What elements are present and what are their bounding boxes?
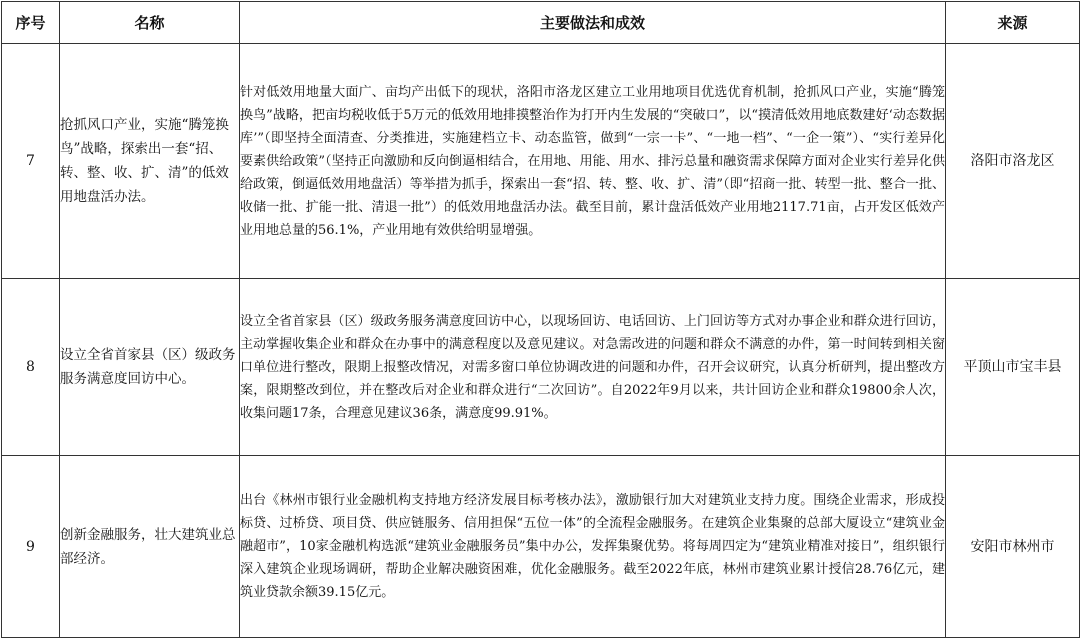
table-row bbox=[2, 456, 1080, 638]
header-row bbox=[2, 2, 1080, 44]
table-row bbox=[2, 44, 1080, 279]
header-source: 来源 bbox=[946, 2, 1080, 44]
row-name: 设立全省首家县（区）级政务服务满意度回访中心。 bbox=[60, 279, 240, 456]
header-name: 名称 bbox=[60, 2, 240, 44]
header-no: 序号 bbox=[2, 2, 60, 44]
policy-table bbox=[1, 1, 1080, 638]
row-measures: 设立全省首家县（区）级政务服务满意度回访中心，以现场回访、电话回访、上门回访等方式对办事企业和群众进行回访，主动掌握收集企业和群众在办事中的满意程度以及意见建议。对急需改进的问题和群众不满意的办件，第一时间转到相关窗口单位进行整改，限期上报整改情况，对需多窗口单位协调改进的问题和办件，召开会议研究，认真分析研判，提出整改方案，限期整改到位，并在整改后对企业和群众进行“二次回访”。自2022年9月以来，共计回访企业和群众19800余人次，收集问题17条，合理意见建议36条，满意度99.91%。 bbox=[240, 279, 946, 456]
row-source: 平顶山市宝丰县 bbox=[946, 279, 1080, 456]
row-name: 创新金融服务，壮大建筑业总部经济。 bbox=[60, 456, 240, 638]
header-measures: 主要做法和成效 bbox=[240, 2, 946, 44]
row-source: 安阳市林州市 bbox=[946, 456, 1080, 638]
row-measures: 出台《林州市银行业金融机构支持地方经济发展目标考核办法》，激励银行加大对建筑业支持力度。围绕企业需求，形成投标贷、过桥贷、项目贷、供应链服务、信用担保“五位一体”的全流程金融服务。在建筑企业集聚的总部大厦设立“建筑业金融超市”，10家金融机构选派“建筑业金融服务员”集中办公，发挥集聚优势。将每周四定为“建筑业精准对接日”，组织银行深入建筑企业现场调研，帮助企业解决融资困难，优化金融服务。截至2022年底，林州市建筑业累计授信28.76亿元，建筑业贷款余额39.15亿元。 bbox=[240, 456, 946, 638]
row-number: 7 bbox=[2, 44, 60, 279]
row-number: 9 bbox=[2, 456, 60, 638]
table-row bbox=[2, 279, 1080, 456]
row-source: 洛阳市洛龙区 bbox=[946, 44, 1080, 279]
row-name: 抢抓风口产业，实施“腾笼换鸟”战略，探索出一套“招、转、整、收、扩、清”的低效用地盘活办法。 bbox=[60, 44, 240, 279]
row-measures: 针对低效用地量大面广、亩均产出低下的现状，洛阳市洛龙区建立工业用地项目优选优育机制，抢抓风口产业，实施“腾笼换鸟”战略，把亩均税收低于5万元的低效用地排摸整治作为打开内生发展的“突破口”，以“摸清低效用地底数建好‘动态数据库’”（即坚持全面清查、分类推进，实施建档立卡、动态监管，做到“一宗一卡”、“一地一档”、“一企一策”）、“实行差异化要素供给政策”（坚持正向激励和反向倒逼相结合，在用地、用能、用水、排污总量和融资需求保障方面对企业实行差异化供给政策，倒逼低效用地盘活）等举措为抓手，探索出一套“招、转、整、收、扩、清”（即“招商一批、转型一批、整合一批、收储一批、扩能一批、清退一批”）的低效用地盘活办法。截至目前，累计盘活低效产业用地2117.71亩，占开发区低效产业用地总量的56.1%，产业用地有效供给明显增强。 bbox=[240, 44, 946, 279]
row-number: 8 bbox=[2, 279, 60, 456]
